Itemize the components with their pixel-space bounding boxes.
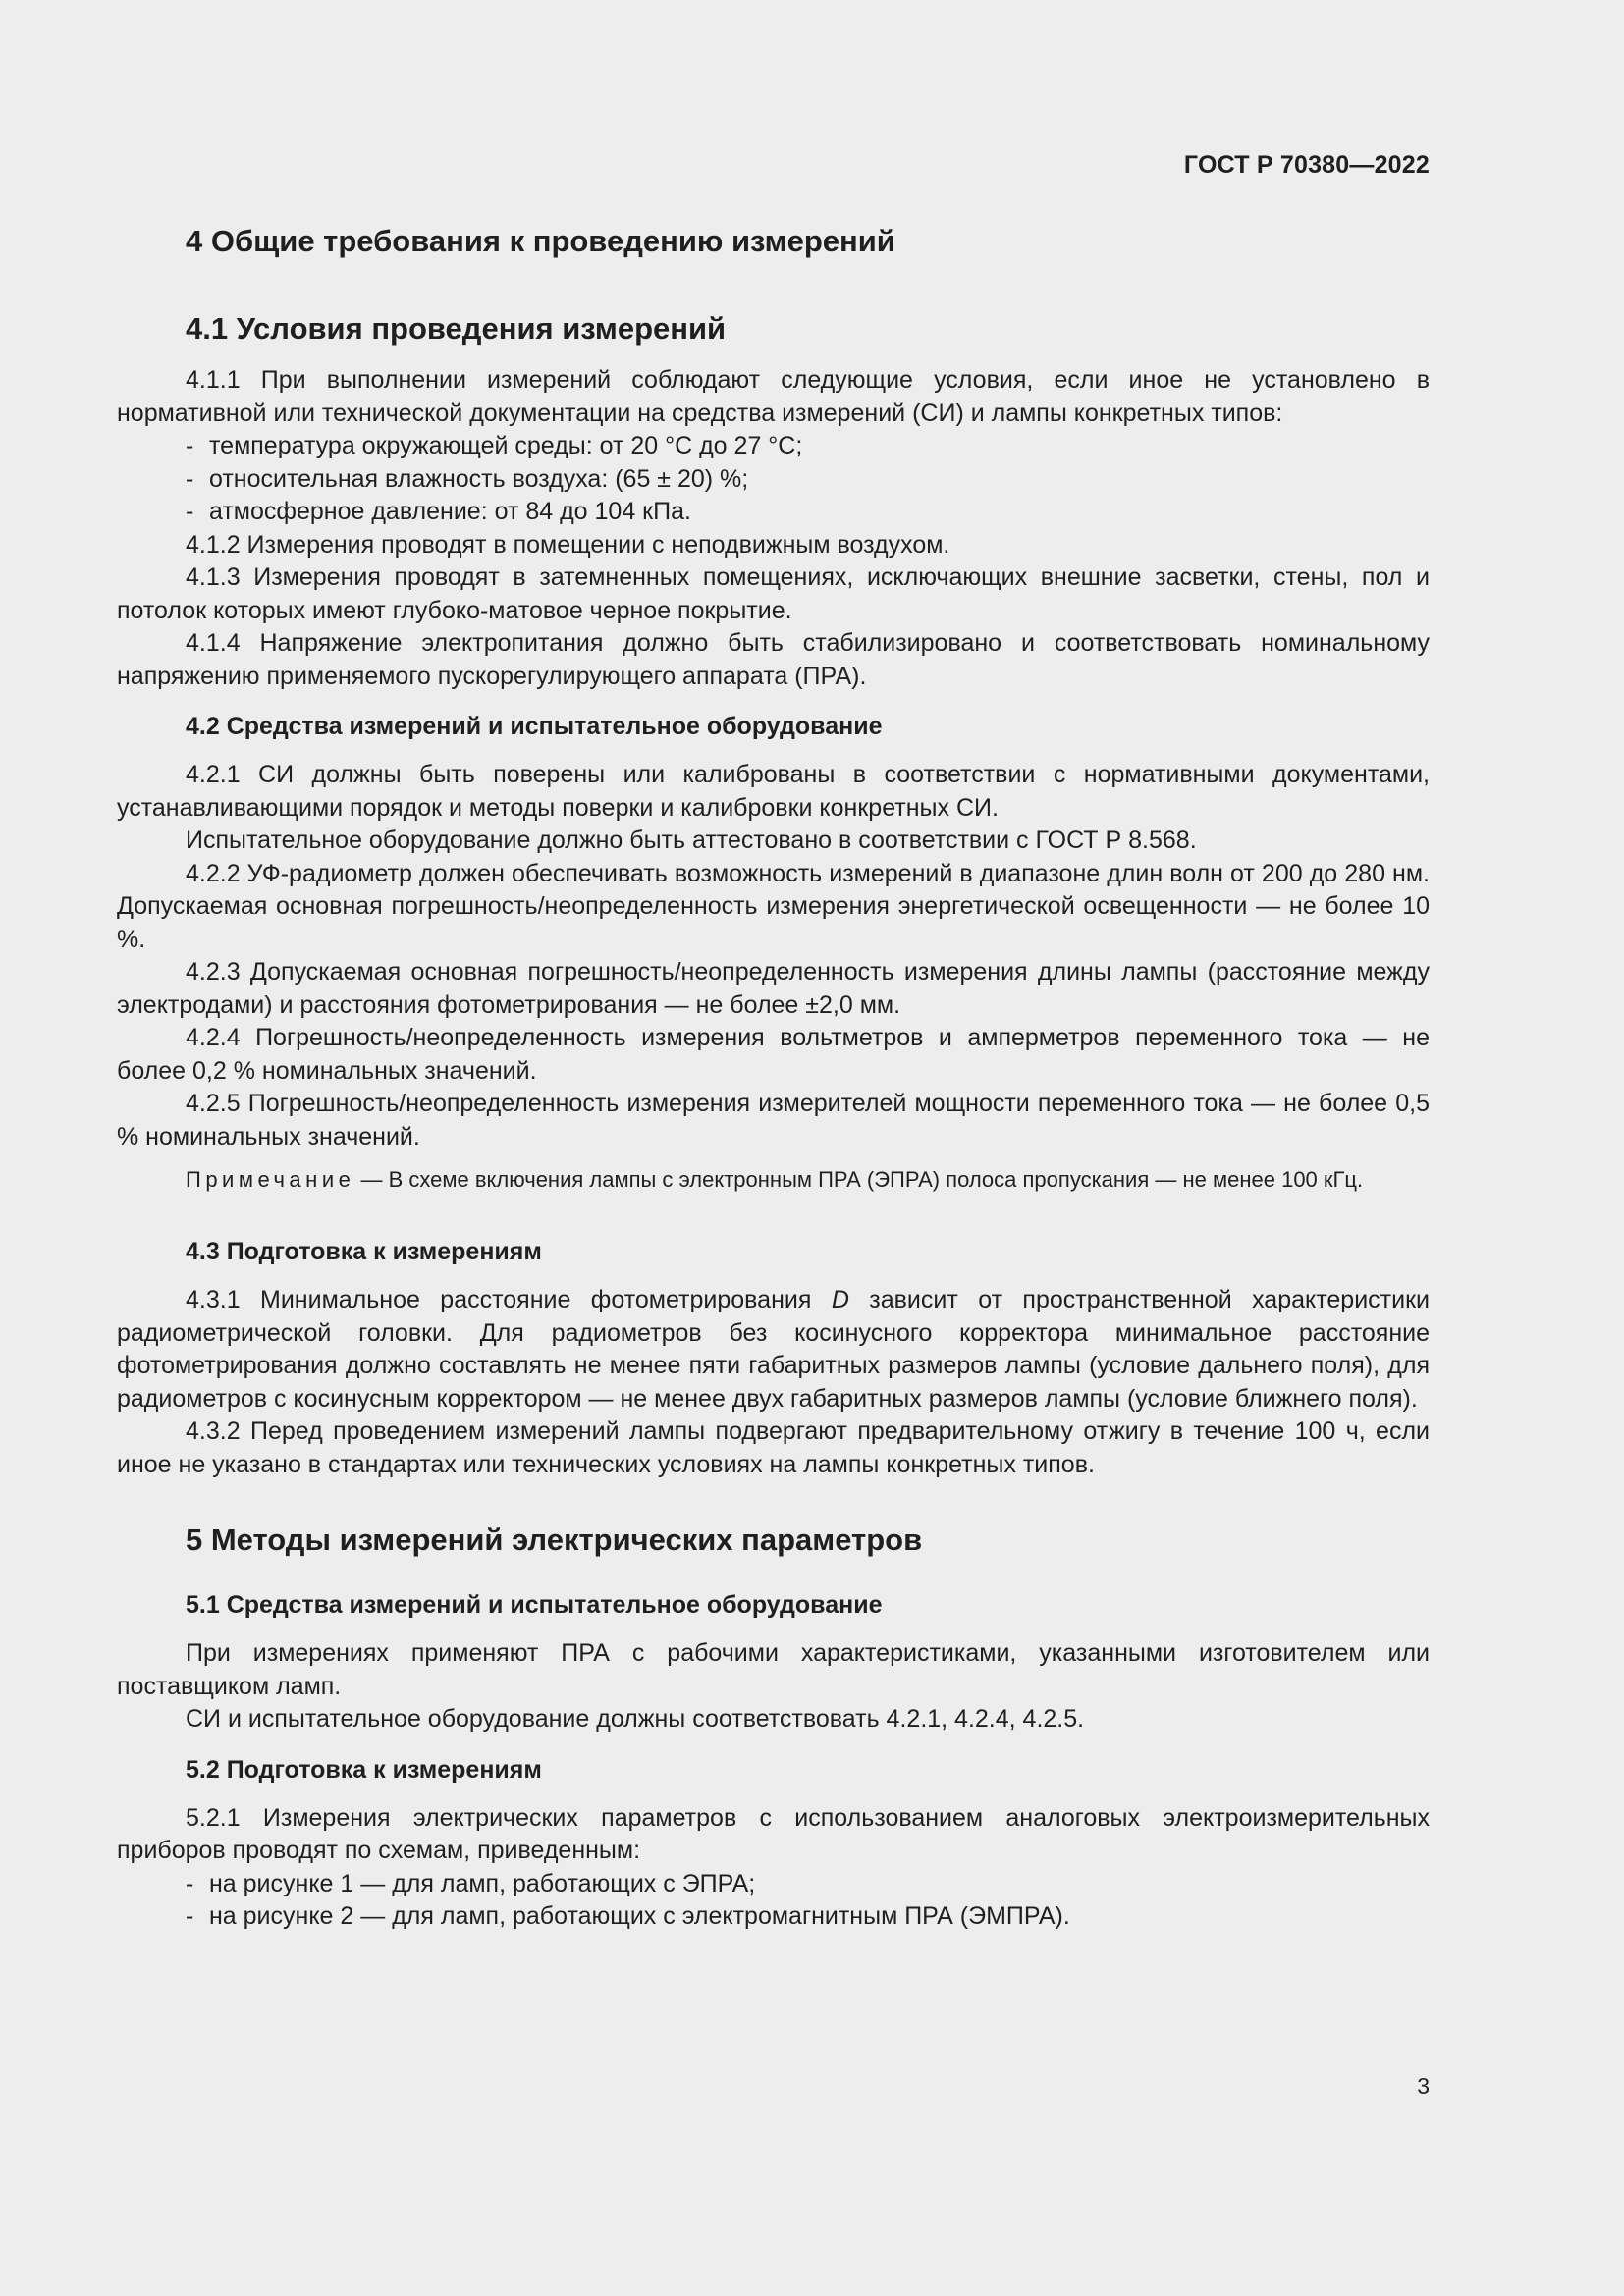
section-5-1-title: 5.1 Средства измерений и испытательное оборудование (186, 1591, 883, 1619)
paragraph-4-2-1-b: Испытательное оборудование должно быть аттестовано в соответствии с ГОСТ Р 8.568. (186, 827, 1197, 854)
section-4-3-title: 4.3 Подготовка к измерениям (186, 1238, 542, 1265)
paragraph-5-1-b: СИ и испытательное оборудование должны соответствовать 4.2.1, 4.2.4, 4.2.5. (186, 1705, 1085, 1733)
list-item: - на рисунке 1 — для ламп, работающих с ЭПРА; (117, 1868, 1430, 1901)
paragraph-4-2-2: 4.2.2 УФ-радиометр должен обеспечивать возможность измерений в диапазоне длин волн от 200 до 280 нм. Допускаемая основная погрешность/неопределенность измерения энергетической освещенности — не более 10 %. (117, 859, 1430, 953)
paragraph-4-2-5: 4.2.5 Погрешность/неопределенность измерения измерителей мощности переменного тока — не более 0,5 % номинальных значений. (117, 1090, 1430, 1150)
paragraph-4-3-1-end: зависит от пространственной характеристики радиометрической головки. Для радиометров без косинусного корректора минимальное расстояние фотометрирования должно составлять не менее пяти габаритных размеров лампы (условие дальнего поля), для радиометров с косинусным корректором — не менее двух габаритных размеров лампы (условие ближнего поля). (117, 1286, 1430, 1413)
page-number: 3 (1417, 2073, 1430, 2099)
paragraph-4-2-4: 4.2.4 Погрешность/неопределенность измерения вольтметров и амперметров переменного тока — не более 0,2 % номинальных значений. (117, 1024, 1430, 1085)
paragraph-4-3-1-start: 4.3.1 Минимальное расстояние фотометрирования (186, 1286, 832, 1313)
note (117, 1165, 1430, 1195)
paragraph-4-2-3: 4.2.3 Допускаемая основная погрешность/неопределенность измерения длины лампы (расстояние между электродами) и расстояния фотометрирования — не более ±2,0 мм. (117, 958, 1430, 1019)
paragraph-4-1-2: 4.1.2 Измерения проводят в помещении с неподвижным воздухом. (186, 530, 950, 559)
list-item: - относительная влажность воздуха: (65 ± 20) %; (117, 463, 1430, 497)
note-label: Примечание (186, 1167, 355, 1192)
list-item: - атмосферное давление: от 84 до 104 кПа. (117, 496, 1430, 529)
paragraph-4-1-1: 4.1.1 При выполнении измерений соблюдают следующие условия, если иное не установлено в нормативной или технической документации на средства измерений (СИ) и лампы конкретных типов: (117, 366, 1430, 427)
variable-d: D (831, 1286, 849, 1313)
paragraph-5-2-1: 5.2.1 Измерения электрических параметров с использованием аналоговых электроизмерительных приборов проводят по схемам, приведенным: (117, 1803, 1430, 1864)
section-4-title: 4 Общие требования к проведению измерений (186, 224, 895, 258)
section-4-1-title: 4.1 Условия проведения измерений (186, 311, 727, 346)
paragraph-4-3-1 (117, 1284, 1430, 1415)
section-5-title: 5 Методы измерений электрических параметров (186, 1522, 923, 1557)
note-text: — В схеме включения лампы с электронным ПРА (ЭПРА) полоса пропускания — не менее 100 кГц. (354, 1167, 1364, 1192)
document-header: ГОСТ Р 70380—2022 (1183, 151, 1430, 179)
paragraph-4-1-4: 4.1.4 Напряжение электропитания должно быть стабилизировано и соответствовать номинальному напряжению применяемого пускорегулирующего аппарата (ПРА). (117, 629, 1430, 690)
paragraph-5-1-a: При измерениях применяют ПРА с рабочими характеристиками, указанными изготовителем или поставщиком ламп. (117, 1639, 1430, 1700)
paragraph-4-1-3: 4.1.3 Измерения проводят в затемненных помещениях, исключающих внешние засветки, стены, пол и потолок которых имеют глубоко-матовое черное покрытие. (117, 563, 1430, 624)
list-item: - на рисунке 2 — для ламп, работающих с электромагнитным ПРА (ЭМПРА). (117, 1900, 1430, 1934)
document-body (117, 222, 1430, 1934)
paragraph-4-3-2: 4.3.2 Перед проведением измерений лампы подвергают предварительному отжигу в течение 100 ч, если иное не указано в стандартах или технических условиях на лампы конкретных типов. (117, 1417, 1430, 1478)
paragraph-4-2-1: 4.2.1 СИ должны быть поверены или калиброваны в соответствии с нормативными документами, устанавливающими порядок и методы поверки и калибровки конкретных СИ. (117, 761, 1430, 822)
section-5-2-title: 5.2 Подготовка к измерениям (186, 1755, 542, 1784)
list-item: - температура окружающей среды: от 20 °С до 27 °С; (117, 430, 1430, 463)
section-4-2-title: 4.2 Средства измерений и испытательное оборудование (186, 713, 883, 740)
